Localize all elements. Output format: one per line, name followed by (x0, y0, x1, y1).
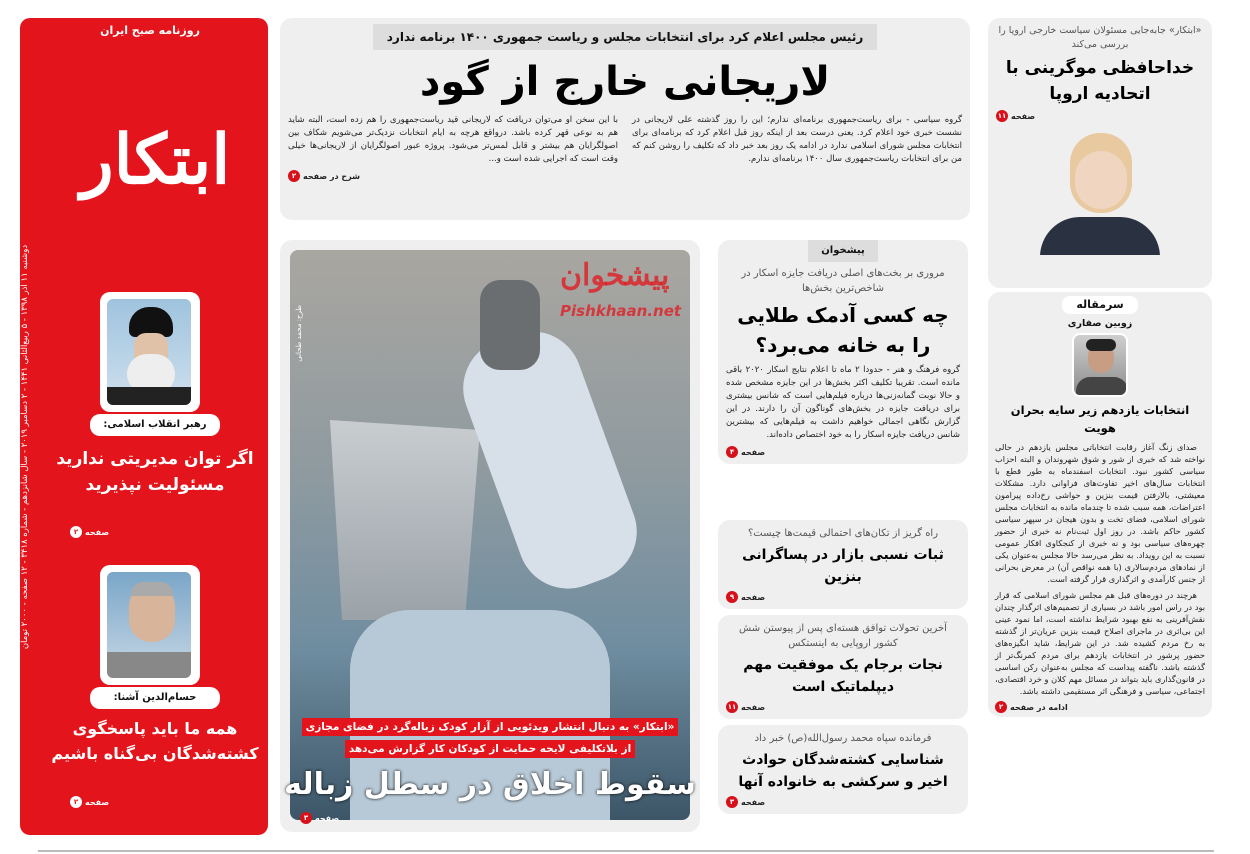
page-number: ۹ (726, 591, 738, 603)
page-number: ۲ (995, 701, 1007, 713)
briefs-column (718, 520, 968, 814)
lead-kicker: رئیس مجلس اعلام کرد برای انتخابات مجلس و ریاست جمهوری ۱۴۰۰ برنامه ندارد (373, 24, 877, 50)
page-label: صفحه (85, 797, 110, 807)
page-label: صفحه (741, 702, 766, 712)
mogherini-photo (1035, 125, 1165, 255)
watermark-en: Pishkhaan.net (560, 302, 682, 320)
brief-headline-1[interactable]: ثبات نسبی بازار در پساگرانی بنزین (742, 547, 944, 585)
editorial-headline[interactable]: انتخابات یازدهم زیر سایه بحران هویت (1010, 403, 1190, 435)
dateline: دوشنبه ۱۱ آذر ۱۳۹۸ - ۵ ربیع‌الثانی ۱۴۴۱ - ۲ دسامبر ۲۰۱۹ - سال شانزدهم - شماره ۳۴۱۸ - ۱۲ صفحه - ۲۰۰۰ تومان (20, 244, 30, 650)
brief-headline-3[interactable]: شناسایی کشته‌شدگان حوادث اخیر و سرکشی به خانواده آنها (738, 752, 948, 790)
editorial-p2: هرچند در دوره‌های قبل هم مجلس شورای اسلامی که قرار بود در راس امور باشد در بسیاری از تصمیم‌های اثرگذار چندان نقش‌آفرینی به نفع بهبود شرایط نداشته است، اما نمود عینی این بی‌اثری در ماجرای اصلاح قیمت بنزین عریان‌تر از گذشته به رخ مردم کشیده شد. در این شرایط، شاید انگیزه‌های حضور پرشور در انتخابات یازدهم برای مردم کمرنگ‌تر از گذشته باشد. ناگفته پیداست که مجلس به‌عنوان رکن اساسی در قانون‌گذاری باید بتواند در مسائل مهم کلان و خرد اقتصادی، اجتماعی، سیاسی و فرهنگی اثر مستقیمی داشته باشد. (995, 590, 1205, 696)
lead-headline[interactable]: لاریجانی خارج از گود (419, 59, 831, 105)
pishkhan-card (718, 240, 968, 464)
more-label: ادامه در صفحه (1010, 702, 1068, 712)
brief-kicker-1: راه گریز از تکان‌های احتمالی قیمت‌ها چیست؟ (747, 528, 939, 539)
cartoon-credit: طرح: محمد طحانی (295, 305, 303, 362)
ashna-photo (105, 570, 193, 680)
left-headline-2[interactable]: همه ما باید پاسخگوی کشته‌شدگان بی‌گناه باشیم (51, 719, 259, 763)
masthead-logo: ابتکار (80, 120, 231, 200)
page-label: صفحه (741, 797, 766, 807)
editorial-more-ref[interactable] (995, 701, 1068, 713)
page-number: ۴ (726, 446, 738, 458)
watermark-fa: پیشخوان (560, 258, 670, 293)
leader-photo (105, 297, 193, 407)
page-label: صفحه (741, 447, 766, 457)
page-number: ۱۱ (727, 703, 737, 711)
page-number: ۲ (288, 170, 300, 182)
left-speaker-2: حسام‌الدین آشنا: (90, 687, 220, 709)
page-number: ۱۱ (997, 112, 1007, 120)
brief-card-3 (718, 725, 968, 814)
page-label: صفحه (315, 813, 340, 823)
editorial-author: زوبین صفاری (1067, 318, 1133, 329)
more-label: شرح در صفحه (303, 171, 360, 181)
cartoon-overlay (284, 718, 696, 824)
pishkhan-kicker: مروری بر بخت‌های اصلی دریافت جایزه اسکار در شاخص‌ترین بخش‌ها (741, 268, 945, 294)
brief-card-1 (718, 520, 968, 609)
europe-kicker: «ابتکار» جابه‌جایی مسئولان سیاست خارجی اروپا را بررسی می‌کند (998, 25, 1202, 50)
editorial-section: سرمقاله (1062, 296, 1137, 314)
author-photo (1072, 333, 1128, 397)
lead-more-ref[interactable] (288, 170, 360, 182)
lead-story-card (280, 18, 970, 220)
brief-headline-2[interactable]: نجات برجام یک موفقیت مهم دیپلماتیک است (743, 657, 943, 695)
left-page-ref-1[interactable] (70, 526, 109, 538)
page-label: صفحه (741, 592, 766, 602)
brief-card-2 (718, 615, 968, 719)
pishkhan-page-ref[interactable] (726, 446, 765, 458)
cartoon-caption-1: «ابتکار» به دنبال انتشار ویدئویی از آزار کودک زباله‌گرد در فضای مجازی (302, 718, 679, 736)
left-speaker-1: رهبر انقلاب اسلامی: (90, 414, 220, 436)
europe-card (988, 18, 1212, 288)
brief-kicker-3: فرمانده سپاه محمد رسول‌الله(ص) خبر داد (754, 733, 932, 744)
left-headline-1[interactable]: اگر توان مدیریتی ندارید مسئولیت نپذیرید (56, 449, 254, 495)
editorial-card (988, 292, 1212, 717)
left-page-ref-2[interactable] (70, 796, 109, 808)
masthead-tagline: روزنامه صبح ایران (100, 24, 200, 37)
brief-page-ref-1[interactable] (726, 591, 765, 603)
europe-headline[interactable]: خداحافظی موگرینی با اتحادیه اروپا (1005, 58, 1195, 104)
lead-col-2: با این سخن او می‌توان دریافت که لاریجانی قید ریاست‌جمهوری را هم زده است، البته شاید هم به نوعی قهر کرده باشد. درواقع هرچه به ایام انتخابات نزدیک‌تر می‌شویم شکاف بین اصولگرایان هم بیشتر و قابل لمس‌تر می‌شود. پروژه عبور اصولگرایان از لاریجانی‌ها خیلی وقت است که اجرایی شده است و... (288, 115, 618, 164)
brief-page-ref-3[interactable] (726, 796, 765, 808)
page-number: ۳ (300, 812, 312, 824)
page-number: ۲ (70, 526, 82, 538)
brief-kicker-2: آخرین تحولات توافق هسته‌ای پس از پیوستن شش کشور اروپایی به اینستکس (739, 623, 947, 649)
page-label: صفحه (1011, 111, 1036, 121)
europe-page-ref[interactable] (996, 110, 1035, 122)
pishkhan-label: پیشخوان (808, 240, 878, 262)
bottom-rule (38, 850, 1214, 852)
page-number: ۳ (726, 796, 738, 808)
cartoon-caption-2: از بلاتکلیفی لایحه حمایت از کودکان کار گزارش می‌دهد (345, 740, 635, 758)
cartoon-headline[interactable]: سقوط اخلاق در سطل زباله (284, 767, 696, 802)
lead-col-1: گروه سیاسی - برای ریاست‌جمهوری برنامه‌ای ندارم؛ این را روز گذشته علی لاریجانی در نشست خبری خود اعلام کرد. یعنی درست بعد از اینکه روز قبل اعلام کرد که برنامه‌ای برای انتخابات مجلس شورای اسلامی ندارد در ادامه یک روز بعد خبر داد که تکلیف را روشن کنم که من برای انتخابات ریاست‌جمهوری سال ۱۴۰۰ برنامه‌ای ندارم. (632, 115, 962, 164)
page-label: صفحه (85, 527, 110, 537)
pishkhan-headline[interactable]: چه کسی آدمک طلایی را به خانه می‌برد؟ (737, 303, 949, 357)
page-number: ۲ (70, 796, 82, 808)
pishkhan-body: گروه فرهنگ و هنر - حدودا ۲ ماه تا اعلام نتایج اسکار ۲۰۲۰ باقی مانده است. تقریبا تکلیف اکثر بخش‌ها در این جایزه مشخص شده و حالا نوبت گمانه‌زنی‌ها درباره فیلم‌هایی است که شانس بیشتری برای دریافت جایزه در بخش‌های گوناگون آن را دارند. در این گزارش نگاهی اجمالی خواهیم داشت به فیلم‌هایی که بیشترین شانس دریافت جایزه اسکار را به خود اختصاص داده‌اند. (726, 365, 961, 440)
brief-page-ref-2[interactable] (726, 701, 765, 713)
editorial-p1: صدای زنگ آغاز رقابت انتخاباتی مجلس یازدهم در حالی نواخته شد که خبری از شور و شوق شهروندان و البته احزاب سیاسی کشور نبود. انتخابات اسفندماه به طور قطع با انتخابات سال‌های اخیر تفاوت‌های فراوانی دارد. مشکلات معیشتی، بالارفتن قیمت بنزین و حواشی رخ‌داده پیرامون اعتراضات، همه سبب شده تا چندماه مانده به انتخابات مجلس شورای اسلامی، فضای تخت و بدون هیجان در سپهر سیاسی کشور حاکم باشد. در روز اول ثبت‌نام نه خبری از حضور چهره‌های سیاسی بود و نه خبری از کنجکاوی افکار عمومی نسبت به این رویداد. به نظر می‌رسد حالا مجلس به‌عنوان یکی از نمادهای مردم‌سالاری (با همه نواقص آن) در معرض بحرانی از جنس کارآمدی و اثرگذاری قرار گرفته است. (995, 442, 1205, 584)
cartoon-page-ref[interactable] (300, 812, 339, 824)
